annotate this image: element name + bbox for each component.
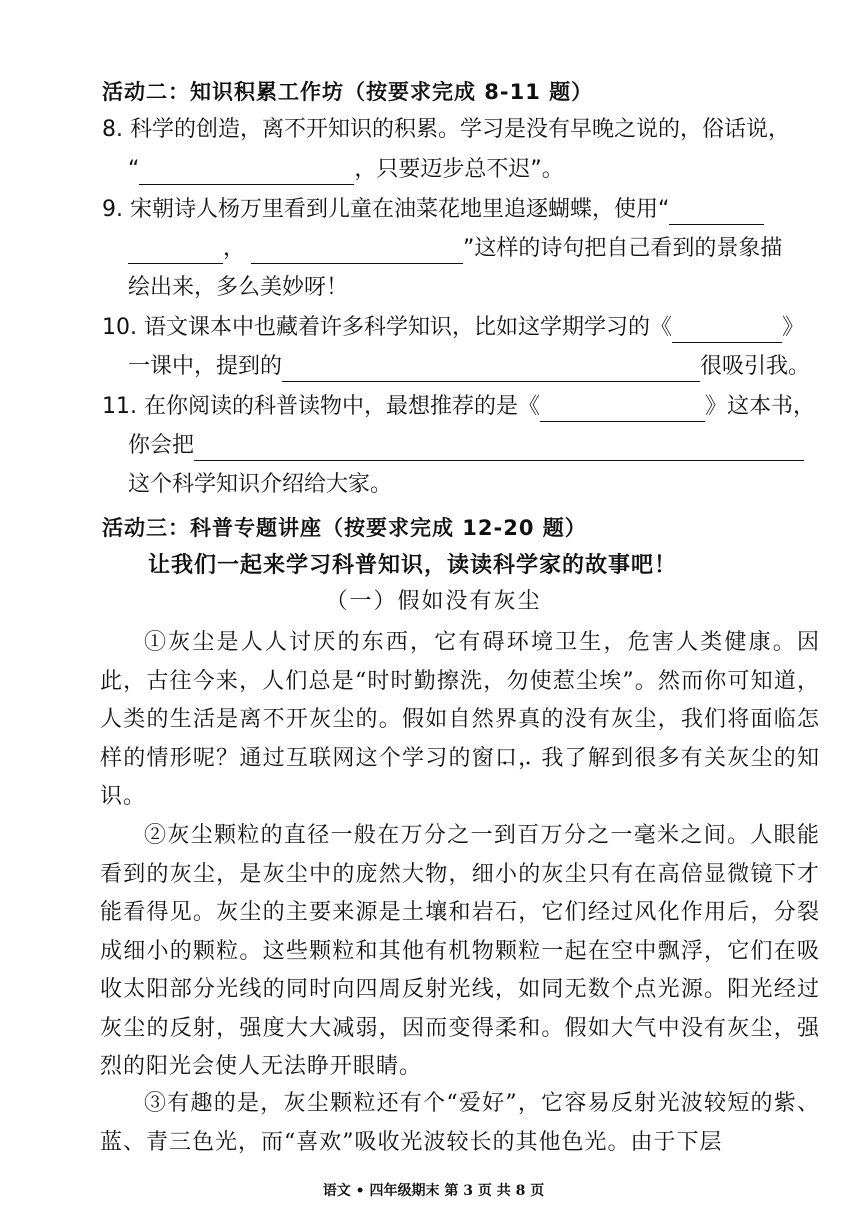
q9-line3: 绘出来，多么美妙呀！ <box>128 275 349 300</box>
q9-line1-text: 9. 宋朝诗人杨万里看到儿童在油菜花地里追逐蝴蝶，使用“ <box>102 197 670 222</box>
q9-line2-text: ”这样的诗句把自己看到的景象描 <box>463 236 783 261</box>
q8-answer-blank[interactable] <box>139 160 354 185</box>
q9-answer-blank-1b[interactable] <box>128 239 223 264</box>
q11-line3: 这个科学知识介绍给大家。 <box>128 472 393 497</box>
activity3-banner: 让我们一起来学习科普知识，读读科学家的故事吧！ <box>148 553 678 578</box>
q11-book-blank[interactable] <box>540 397 705 422</box>
q10-line2 <box>128 352 810 382</box>
q10-line1-text: 10. 语文课本中也藏着许多科学知识，比如这学期学习的《 <box>102 315 672 340</box>
q9-line1 <box>102 195 764 225</box>
q8-line2 <box>128 155 564 185</box>
q8-line1: 8. 科学的创造，离不开知识的积累。学习是没有早晚之说的，俗话说， <box>102 117 790 142</box>
q10-line2-post: 很吸引我。 <box>700 354 811 379</box>
article-paragraph-2: ②灰尘颗粒的直径一般在万分之一到百万分之一毫米之间。人眼能看到的灰尘，是灰尘中的庞然大物，细小的灰尘只有在高倍显微镜下才能看得见。灰尘的主要来源是土壤和岩石，它们经过风化作用后，分裂成细小的颗粒。这些颗粒和其他有机物颗粒一起在空中飘浮，它们在吸收太阳部分光线的同时向四周反射光线，如同无数个点光源。阳光经过灰尘的反射，强度大大减弱，因而变得柔和。假如大气中没有灰尘，强烈的阳光会使人无法睁开眼睛。 <box>100 823 820 1079</box>
q11-line1 <box>102 392 815 422</box>
p1-text-b: ，我了解到很多有关灰尘的知识。 <box>100 745 820 809</box>
activity3-title: 活动三：科普专题讲座（按要求完成 12-20 题） <box>102 516 587 540</box>
article-paragraph-1 <box>100 624 820 817</box>
page-footer: 语文 • 四年级期末 第 3 页 共 8 页 <box>322 1183 545 1199</box>
q9-answer-blank-2[interactable] <box>251 239 463 264</box>
q10-line1 <box>102 313 804 343</box>
q9-line2 <box>128 234 782 264</box>
q9-answer-blank-1a[interactable] <box>669 200 764 225</box>
q11-line2-pre: 你会把 <box>128 433 195 458</box>
q8-line2-text: ，只要迈步总不迟”。 <box>354 157 564 182</box>
p1-text-a: ①灰尘是人人讨厌的东西，它有碍环境卫生，危害人类健康。因此，古往今来，人们总是“时时勤擦洗，勿使惹尘埃”。然而你可知道，人类的生活是离不开灰尘的。假如自然界真的没有灰尘，我们将面临怎样的情形呢？通过互联网这个学习的 <box>100 630 820 771</box>
emphasis-char-1: 窗 <box>471 745 495 771</box>
q9-comma: ， <box>223 236 246 261</box>
q11-answer-blank[interactable] <box>194 436 804 461</box>
activity2-title: 活动二：知识积累工作坊（按要求完成 8-11 题） <box>102 80 594 104</box>
q10-answer-blank[interactable] <box>282 357 700 382</box>
q10-lesson-blank[interactable] <box>672 318 782 343</box>
emphasis-char-2: 口 <box>494 745 519 771</box>
article-paragraph-3: ③有趣的是，灰尘颗粒还有个“爱好”，它容易反射光波较短的紫、蓝、青三色光，而“喜欢”吸收光波较长的其他色光。由于下层 <box>100 1091 820 1155</box>
q10-close-book: 》 <box>781 315 804 340</box>
q11-line2 <box>128 431 804 461</box>
q11-line1-text: 11. 在你阅读的科普读物中，最想推荐的是《 <box>102 394 540 419</box>
article-title: （一）假如没有灰尘 <box>325 589 542 614</box>
q11-line1-post: 》这本书， <box>704 394 815 419</box>
q10-line2-pre: 一课中，提到的 <box>128 354 283 379</box>
q8-open-quote: “ <box>128 157 140 182</box>
